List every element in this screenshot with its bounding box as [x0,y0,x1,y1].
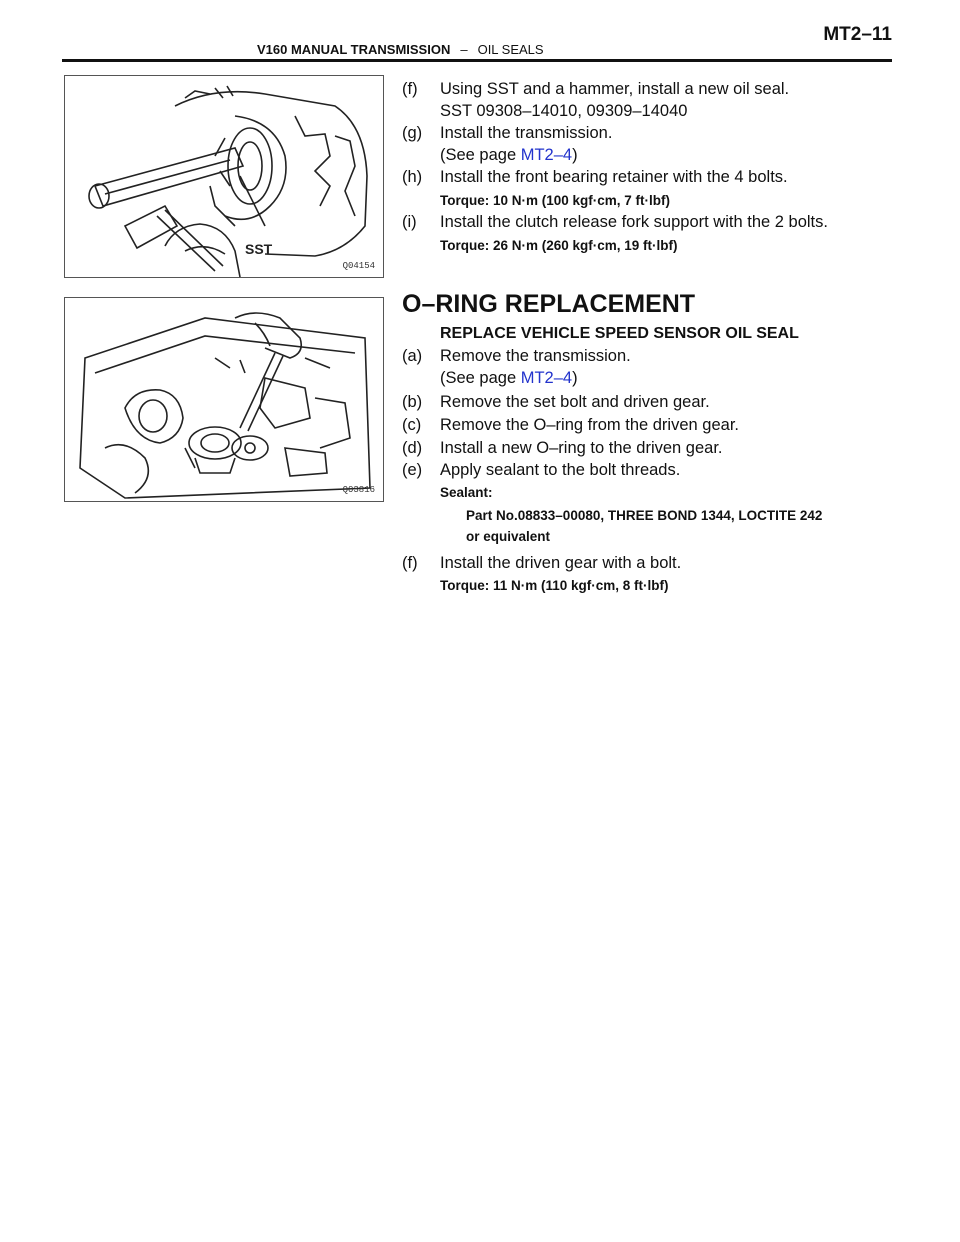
step-text: Remove the O–ring from the driven gear. [440,416,739,434]
step-text: Apply sealant to the bolt threads. [440,461,681,479]
page-link-mt2-4[interactable]: MT2–4 [520,369,573,387]
subheading: REPLACE VEHICLE SPEED SENSOR OIL SEAL [440,325,799,342]
sealant-label: Sealant: [440,485,493,500]
sst-part-numbers: SST 09308–14010, 09309–14040 [440,102,688,120]
step-label: (f) [402,80,418,98]
header-section [257,42,544,57]
step-c-remove-o-ring [402,415,739,435]
header-rule [62,59,892,62]
page-link-mt2-4[interactable]: MT2–4 [520,146,573,164]
oil-seal-install-illustration [65,76,383,277]
header-title: V160 MANUAL TRANSMISSION [257,42,451,57]
step-label: (a) [402,347,423,365]
step-label: (i) [402,213,417,231]
step-text: Install the clutch release fork support with the 2 bolts. [440,213,828,231]
step-g-install-transmission [402,123,612,143]
figure-oil-seal-install [64,75,384,278]
step-h-install-bearing-retainer [402,167,788,187]
step-text: Install a new O–ring to the driven gear. [440,439,723,457]
torque-spec: Torque: 11 N·m (110 kgf·cm, 8 ft·lbf) [440,578,669,593]
figure-sst-label: SST [245,241,273,257]
sealant-part-numbers: Part No.08833–00080, THREE BOND 1344, LOCTITE 242 [466,508,823,523]
step-i-install-fork-support [402,212,828,232]
section-title: O–RING REPLACEMENT [402,290,696,318]
driven-gear-illustration [65,298,383,501]
page-header [62,20,892,60]
step-d-install-o-ring [402,438,723,458]
see-page-prefix: (See page [440,146,521,164]
header-separator: – [460,42,468,57]
step-f-install-oil-seal [402,79,789,99]
see-page-suffix: ) [572,146,578,164]
header-subtitle: OIL SEALS [477,42,544,57]
step-f-install-driven-gear [402,553,681,573]
see-page-reference [440,368,578,388]
step-label: (g) [402,124,423,142]
step-label: (h) [402,168,423,186]
step-label: (f) [402,554,418,572]
step-label: (d) [402,439,423,457]
step-e-apply-sealant [402,460,680,480]
step-label: (c) [402,416,422,434]
step-label: (e) [402,461,423,479]
step-text: Remove the set bolt and driven gear. [440,393,710,411]
see-page-reference [440,145,578,165]
step-text: Remove the transmission. [440,347,631,365]
see-page-suffix: ) [572,369,578,387]
torque-spec: Torque: 10 N·m (100 kgf·cm, 7 ft·lbf) [440,193,671,208]
step-text: Using SST and a hammer, install a new oil seal. [440,80,790,98]
sealant-equivalent: or equivalent [466,529,551,544]
figure-code: Q04154 [342,261,375,271]
see-page-prefix: (See page [440,369,521,387]
step-text: Install the driven gear with a bolt. [440,554,682,572]
step-text: Install the front bearing retainer with the 4 bolts. [440,168,788,186]
step-a-remove-transmission [402,346,631,366]
page-number: MT2–11 [823,24,892,45]
step-text: Install the transmission. [440,124,613,142]
step-b-remove-bolt-gear [402,392,710,412]
step-label: (b) [402,393,423,411]
torque-spec: Torque: 26 N·m (260 kgf·cm, 19 ft·lbf) [440,238,678,253]
figure-code: Q03816 [342,485,375,495]
figure-driven-gear [64,297,384,502]
